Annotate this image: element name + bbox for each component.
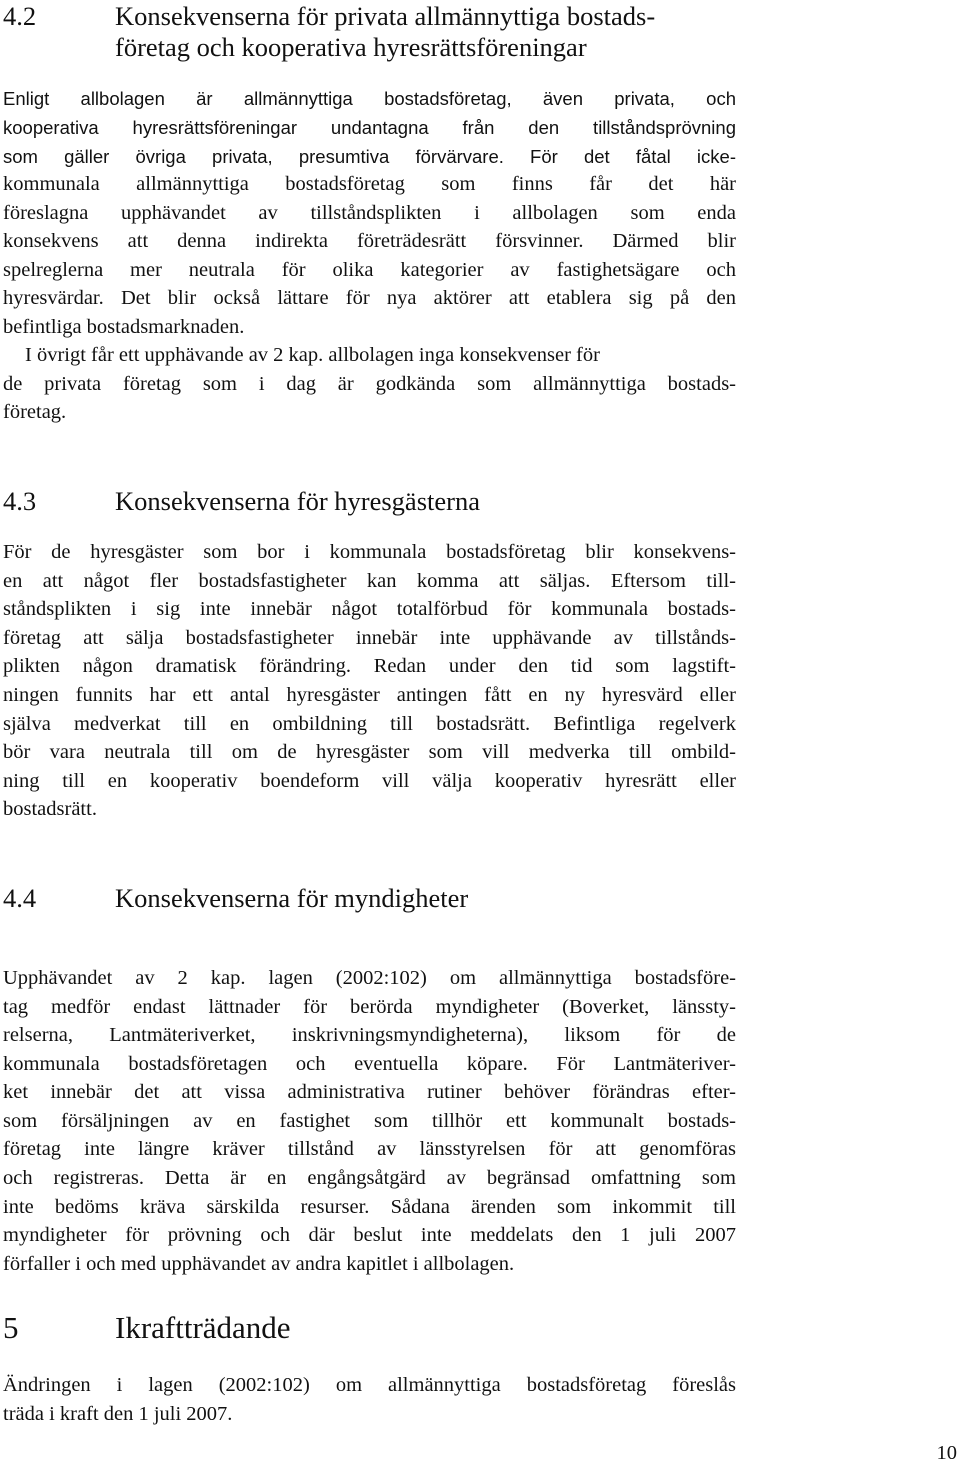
paragraph-line: bostadsrätt. [3,798,97,820]
paragraph-line: träda i kraft den 1 juli 2007. [3,1403,233,1425]
section-title: Konsekvenserna för myndigheter [115,883,469,913]
paragraph-line: inte bedöms kräva särskilda resurser. Sådana ärenden som inkommit till [3,1196,736,1218]
paragraph-line: och registreras. Detta är en engångsåtgärd av begränsad omfattning som [3,1167,736,1189]
paragraph-line: förfaller i och med upphävandet av andra kapitlet i allbolagen. [3,1253,515,1275]
paragraph-line: För de hyresgäster som bor i kommunala bostadsföretag blir konsekvens- [3,541,736,563]
section-number: 4.2 [3,1,37,31]
paragraph-line: plikten någon dramatisk förändring. Redan under den tid som lagstift- [3,655,736,677]
paragraph-line: de privata företag som i dag är godkända som allmännyttiga bostads- [3,373,736,395]
section-4-4-heading [3,883,468,914]
paragraph-line: kommunala allmännyttiga bostadsföretag som finns får det här [3,173,736,195]
section-number: 4.3 [3,486,37,516]
section-number: 4.4 [3,883,37,913]
section-4-2-heading [3,1,655,63]
section-title: Ikraftträdande [115,1310,291,1345]
paragraph-line: företag. [3,401,67,423]
paragraph-line: befintliga bostadsmarknaden. [3,316,245,338]
paragraph-line: spelreglerna mer neutrala för olika kategorier av fastighetsägare och [3,259,736,281]
paragraph-line: myndigheter för prövning och där beslut inte meddelats den 1 juli 2007 [3,1224,736,1246]
paragraph-line: Ändringen i lagen (2002:102) om allmännyttiga bostadsföretag föreslås [3,1374,736,1396]
paragraph-line: Enligt allbolagen är allmännyttiga bostadsföretag, även privata, och [3,88,736,109]
paragraph-line: som gäller övriga privata, presumtiva förvärvare. För det fåtal icke- [3,146,736,167]
paragraph-line: företag inte längre kräver tillstånd av länsstyrelsen för att genomföras [3,1138,736,1160]
section-number: 5 [3,1310,19,1345]
paragraph-line: själva medverkat till en ombildning till bostadsrätt. Befintliga regelverk [3,713,736,735]
section-4-3-heading [3,486,480,517]
paragraph-line: föreslagna upphävandet av tillståndsplikten i allbolagen som enda [3,202,736,224]
paragraph-line: en att något fler bostadsfastigheter kan komma att säljas. Eftersom till- [3,570,736,592]
paragraph-line: relserna, Lantmäteriverket, inskrivningsmyndigheterna), liksom för de [3,1024,736,1046]
section-title [115,1,655,63]
paragraph-line: ning till en kooperativ boendeform vill välja kooperativ hyresrätt eller [3,770,736,792]
paragraph-line: I övrigt får ett upphävande av 2 kap. allbolagen inga konsekvenser för [25,344,600,366]
paragraph-line: ningen funnits har ett antal hyresgäster antingen fått en ny hyresvärd eller [3,684,736,706]
section-title: Konsekvenserna för hyresgästerna [115,486,480,516]
section-5-heading [3,1310,291,1346]
paragraph-line: Upphävandet av 2 kap. lagen (2002:102) om allmännyttiga bostadsföre- [3,967,736,989]
paragraph-line: kommunala bostadsföretagen och eventuella köpare. För Lantmäteriver- [3,1053,736,1075]
paragraph-line: kooperativa hyresrättsföreningar undantagna från den tillståndsprövning [3,117,736,138]
paragraph-line: ket innebär det att vissa administrativa rutiner behöver förändras efter- [3,1081,736,1103]
paragraph-line: företag att sälja bostadsfastigheter innebär inte upphävande av tillstånds- [3,627,736,649]
paragraph-line: bör vara neutrala till om de hyresgäster som vill medverka till ombild- [3,741,736,763]
section-title-line: Konsekvenserna för privata allmännyttiga bostads- [115,1,656,31]
section-title-line: företag och kooperativa hyresrättsföreningar [115,32,587,62]
paragraph-line: ståndsplikten i sig inte innebär något totalförbud för kommunala bostads- [3,598,736,620]
paragraph-line: hyresvärdar. Det blir också lättare för nya aktörer att etablera sig på den [3,287,736,309]
paragraph-line: konsekvens att denna indirekta företrädesrätt försvinner. Därmed blir [3,230,736,252]
page-number: 10 [936,1442,957,1464]
paragraph-line: som försäljningen av en fastighet som tillhör ett kommunalt bostads- [3,1110,736,1132]
paragraph-line: tag medför endast lättnader för berörda myndigheter (Boverket, länssty- [3,996,736,1018]
